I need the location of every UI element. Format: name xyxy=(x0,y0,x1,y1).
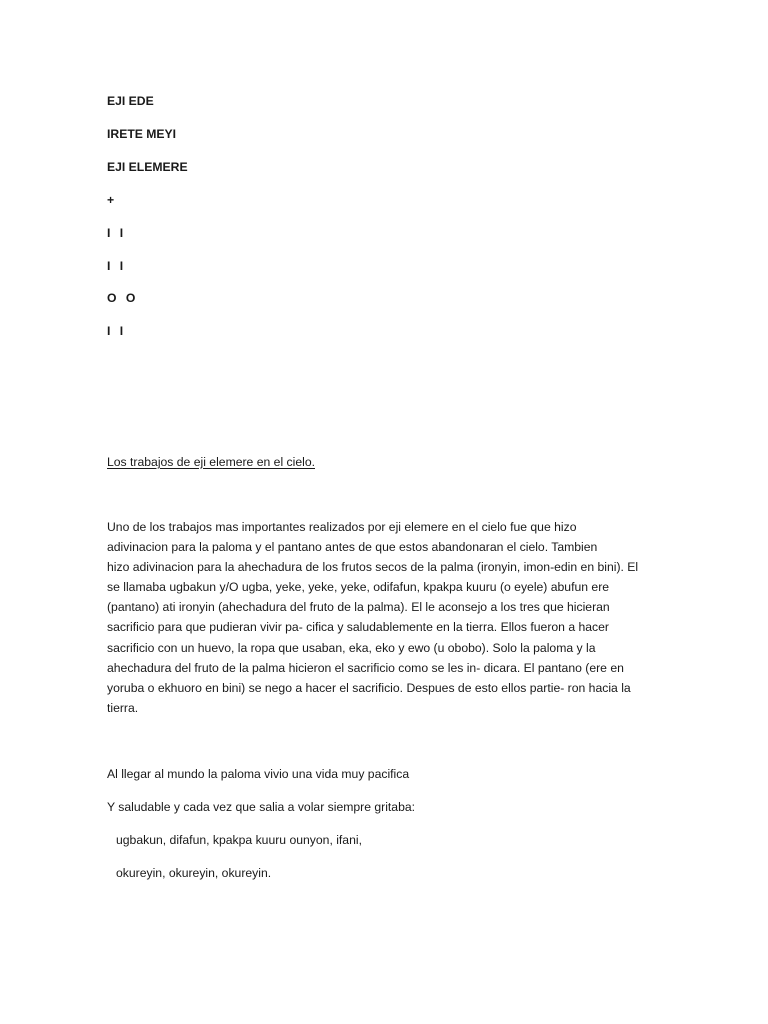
paragraph-line: hizo adivinacion para la ahechadura de los frutos secos de la palma (ironyin, imon-edin en bini). El xyxy=(107,560,639,575)
paragraph-line: ahechadura del fruto de la palma hicieron el sacrificio como se les in- dicara. El pantano (ere en xyxy=(107,660,624,675)
section-title: Los trabajos de eji elemere en el cielo. xyxy=(107,455,315,469)
chant-line-2: okureyin, okureyin, okureyin. xyxy=(116,866,272,880)
header-eji-elemere: EJI ELEMERE xyxy=(107,160,188,174)
paragraph-line: adivinacion para la paloma y el pantano antes de que estos abandonaran el cielo. Tambien xyxy=(107,540,598,555)
header-eji-ede: EJI EDE xyxy=(107,94,154,108)
chant-line-1: ugbakun, difafun, kpakpa kuuru ounyon, ifani, xyxy=(116,833,362,847)
sign-mark-plus: + xyxy=(107,193,115,207)
paragraph-2-line-2: Y saludable y cada vez que salia a volar siempre gritaba: xyxy=(107,800,416,814)
paragraph-line: yoruba o ekhuoro en bini) se nego a hacer el sacrificio. Despues de esto ellos partie- ron hacia la xyxy=(107,680,631,695)
header-irete-meyi: IRETE MEYI xyxy=(107,127,177,141)
sign-mark-row-4: I I xyxy=(107,324,124,338)
paragraph-2-line-1: Al llegar al mundo la paloma vivio una vida muy pacifica xyxy=(107,767,410,781)
paragraph-line: sacrificio para que pudieran vivir pa- cifica y saludablemente en la tierra. Ellos fueron a hacer xyxy=(107,620,609,635)
paragraph-line: Uno de los trabajos mas importantes realizados por eji elemere en el cielo fue que hizo xyxy=(107,520,577,534)
paragraph-line: sacrificio con un huevo, la ropa que usaban, eka, eko y ewo (u obobo). Solo la paloma y la xyxy=(107,640,596,655)
paragraph-1 xyxy=(107,517,667,718)
paragraph-line: tierra. xyxy=(107,700,139,715)
sign-mark-row-2: I I xyxy=(107,259,124,273)
paragraph-line: se llamaba ugbakun y/O ugba, yeke, yeke, yeke, odifafun, kpakpa kuuru (o eyele) abufun ere xyxy=(107,580,610,595)
sign-mark-row-1: I I xyxy=(107,226,124,240)
sign-mark-row-3: O O xyxy=(107,291,136,305)
paragraph-line: (pantano) ati ironyin (ahechadura del fruto de la palma). El le aconsejo a los tres que hicieran xyxy=(107,600,610,615)
